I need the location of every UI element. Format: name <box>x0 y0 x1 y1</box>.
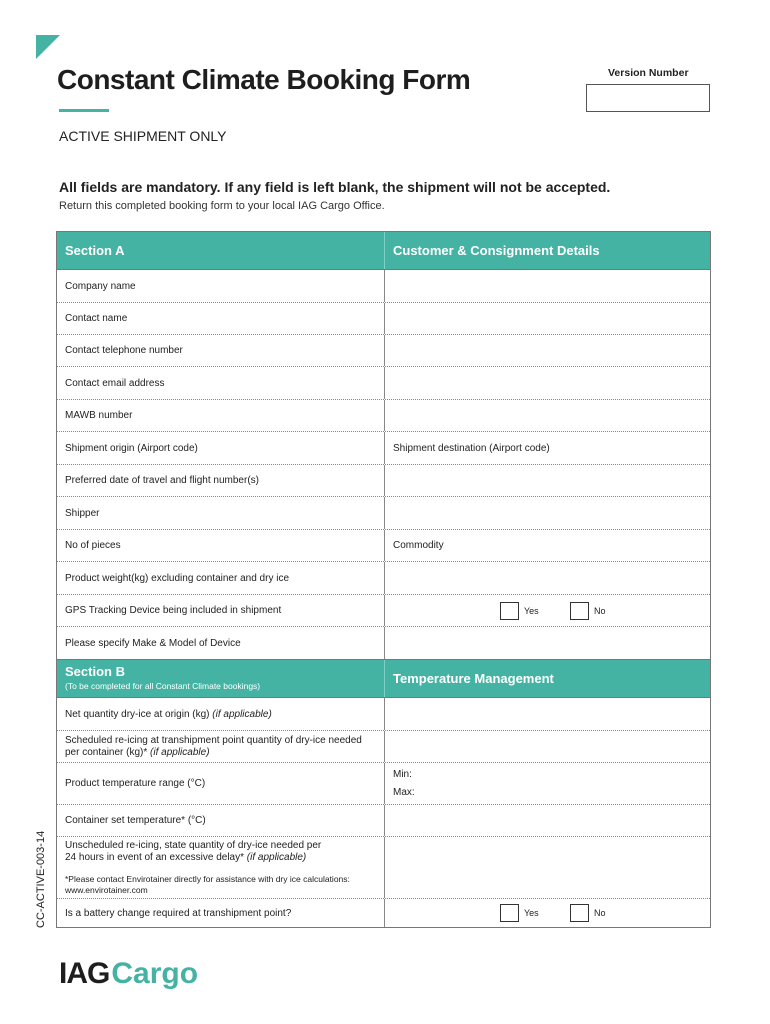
gps-options <box>385 595 710 626</box>
battery-options <box>385 899 710 927</box>
unscheduled-note: (if applicable) <box>246 851 307 863</box>
section-a-title: Section A <box>57 232 385 269</box>
form-row-device-model <box>57 627 710 660</box>
shipment-destination-field[interactable]: Shipment destination (Airport code) <box>393 442 550 454</box>
battery-no-label: No <box>594 908 606 918</box>
contact-email-field[interactable] <box>385 367 710 399</box>
shipment-type-subtitle: ACTIVE SHIPMENT ONLY <box>59 128 227 144</box>
form-row-container-temp <box>57 805 710 837</box>
form-row-dry-ice-origin <box>57 698 710 731</box>
gps-no-label: No <box>594 605 606 616</box>
unscheduled-line-2: 24 hours in event of an excessive delay* <box>65 851 244 863</box>
title-underline <box>59 109 109 112</box>
contact-phone-label: Contact telephone number <box>57 335 385 366</box>
shipment-origin-field[interactable]: Shipment origin (Airport code) <box>57 432 385 464</box>
reicing-line-1: Scheduled re-icing at transhipment point quantity of dry-ice needed <box>65 734 362 746</box>
container-temp-label: Container set temperature* (°C) <box>57 805 385 836</box>
version-number-field[interactable] <box>586 84 710 112</box>
mawb-field[interactable] <box>385 400 710 431</box>
page-title: Constant Climate Booking Form <box>57 64 471 95</box>
battery-label: Is a battery change required at transhipment point? <box>57 899 385 927</box>
form-row-pieces-commodity <box>57 530 710 562</box>
temp-range-label: Product temperature range (°C) <box>57 763 385 804</box>
form-row-email <box>57 367 710 400</box>
section-b-heading: Temperature Management <box>393 671 554 686</box>
form-row-origin-destination <box>57 432 710 465</box>
logo-iag-text: IAG <box>59 957 110 990</box>
device-model-label: Please specify Make & Model of Device <box>57 627 385 659</box>
contact-name-label: Contact name <box>57 303 385 334</box>
form-row-weight <box>57 562 710 595</box>
reicing-line-2-wrap <box>65 747 210 759</box>
gps-yes-label: Yes <box>524 605 539 616</box>
form-row-travel-date <box>57 465 710 497</box>
mawb-label: MAWB number <box>57 400 385 431</box>
envirotainer-note-line-1: *Please contact Envirotainer directly for assistance with dry ice calculations: <box>65 873 350 884</box>
temp-max-field[interactable]: Max: <box>393 786 415 798</box>
form-row-contact <box>57 303 710 335</box>
commodity-field[interactable]: Commodity <box>393 540 444 551</box>
form-row-mawb <box>57 400 710 432</box>
form-row-unscheduled-reicing <box>57 837 710 899</box>
contact-phone-field[interactable] <box>385 335 710 366</box>
company-name-field[interactable] <box>385 270 710 302</box>
form-row-phone <box>57 335 710 367</box>
unscheduled-line-2-wrap <box>65 852 306 864</box>
section-b-title: Section B <box>65 663 125 679</box>
pieces-field[interactable]: No of pieces <box>57 530 385 561</box>
travel-date-field[interactable] <box>385 465 710 496</box>
reicing-note: (if applicable) <box>150 746 210 758</box>
form-row-gps <box>57 595 710 627</box>
battery-yes-checkbox[interactable] <box>500 904 519 922</box>
dry-ice-origin-note: (if applicable) <box>212 708 272 720</box>
booking-form-table <box>56 231 711 928</box>
battery-no-checkbox[interactable] <box>570 904 589 922</box>
form-row-company <box>57 270 710 303</box>
travel-date-label: Preferred date of travel and flight number(s) <box>57 465 385 496</box>
section-a-heading: Customer & Consignment Details <box>393 243 600 258</box>
weight-field[interactable] <box>385 562 710 594</box>
weight-label: Product weight(kg) excluding container and dry ice <box>57 562 385 594</box>
unscheduled-line-1: Unscheduled re-icing, state quantity of dry-ice needed per <box>65 839 322 851</box>
gps-label: GPS Tracking Device being included in shipment <box>57 595 385 626</box>
shipper-field[interactable] <box>385 497 710 529</box>
reicing-line-2: per container (kg)* <box>65 746 148 758</box>
section-a-header <box>57 232 710 270</box>
return-instructions: Return this completed booking form to your local IAG Cargo Office. <box>59 200 385 212</box>
dry-ice-origin-text: Net quantity dry-ice at origin (kg) <box>65 708 210 720</box>
reicing-label <box>57 731 385 762</box>
form-row-reicing <box>57 731 710 763</box>
version-number-label: Version Number <box>608 67 689 79</box>
dry-ice-origin-label <box>57 698 385 730</box>
container-temp-field[interactable] <box>385 805 710 836</box>
section-b-subtitle: (To be completed for all Constant Climate bookings) <box>65 680 261 691</box>
reicing-field[interactable] <box>385 731 710 762</box>
form-row-shipper <box>57 497 710 530</box>
form-row-temp-range <box>57 763 710 805</box>
section-b-title-block <box>57 660 385 697</box>
gps-yes-checkbox[interactable] <box>500 602 519 620</box>
device-model-field[interactable] <box>385 627 710 659</box>
contact-email-label: Contact email address <box>57 367 385 399</box>
contact-name-field[interactable] <box>385 303 710 334</box>
temp-min-field[interactable]: Min: <box>393 768 412 780</box>
corner-accent-triangle <box>36 35 60 59</box>
company-name-label: Company name <box>57 270 385 302</box>
gps-no-checkbox[interactable] <box>570 602 589 620</box>
logo-cargo-text: Cargo <box>111 957 199 990</box>
battery-yes-label: Yes <box>524 908 539 918</box>
unscheduled-reicing-label <box>57 837 385 898</box>
iag-cargo-logo <box>59 957 198 991</box>
dry-ice-origin-field[interactable] <box>385 698 710 730</box>
shipper-label: Shipper <box>57 497 385 529</box>
envirotainer-link[interactable]: www.envirotainer.com <box>65 884 148 895</box>
form-row-battery <box>57 899 710 928</box>
document-code: CC-ACTIVE-003-14 <box>35 830 47 928</box>
temp-range-fields <box>385 763 710 804</box>
unscheduled-reicing-field[interactable] <box>385 837 710 898</box>
mandatory-fields-notice: All fields are mandatory. If any field is left blank, the shipment will not be accepted. <box>59 179 611 195</box>
section-b-header <box>57 660 710 698</box>
